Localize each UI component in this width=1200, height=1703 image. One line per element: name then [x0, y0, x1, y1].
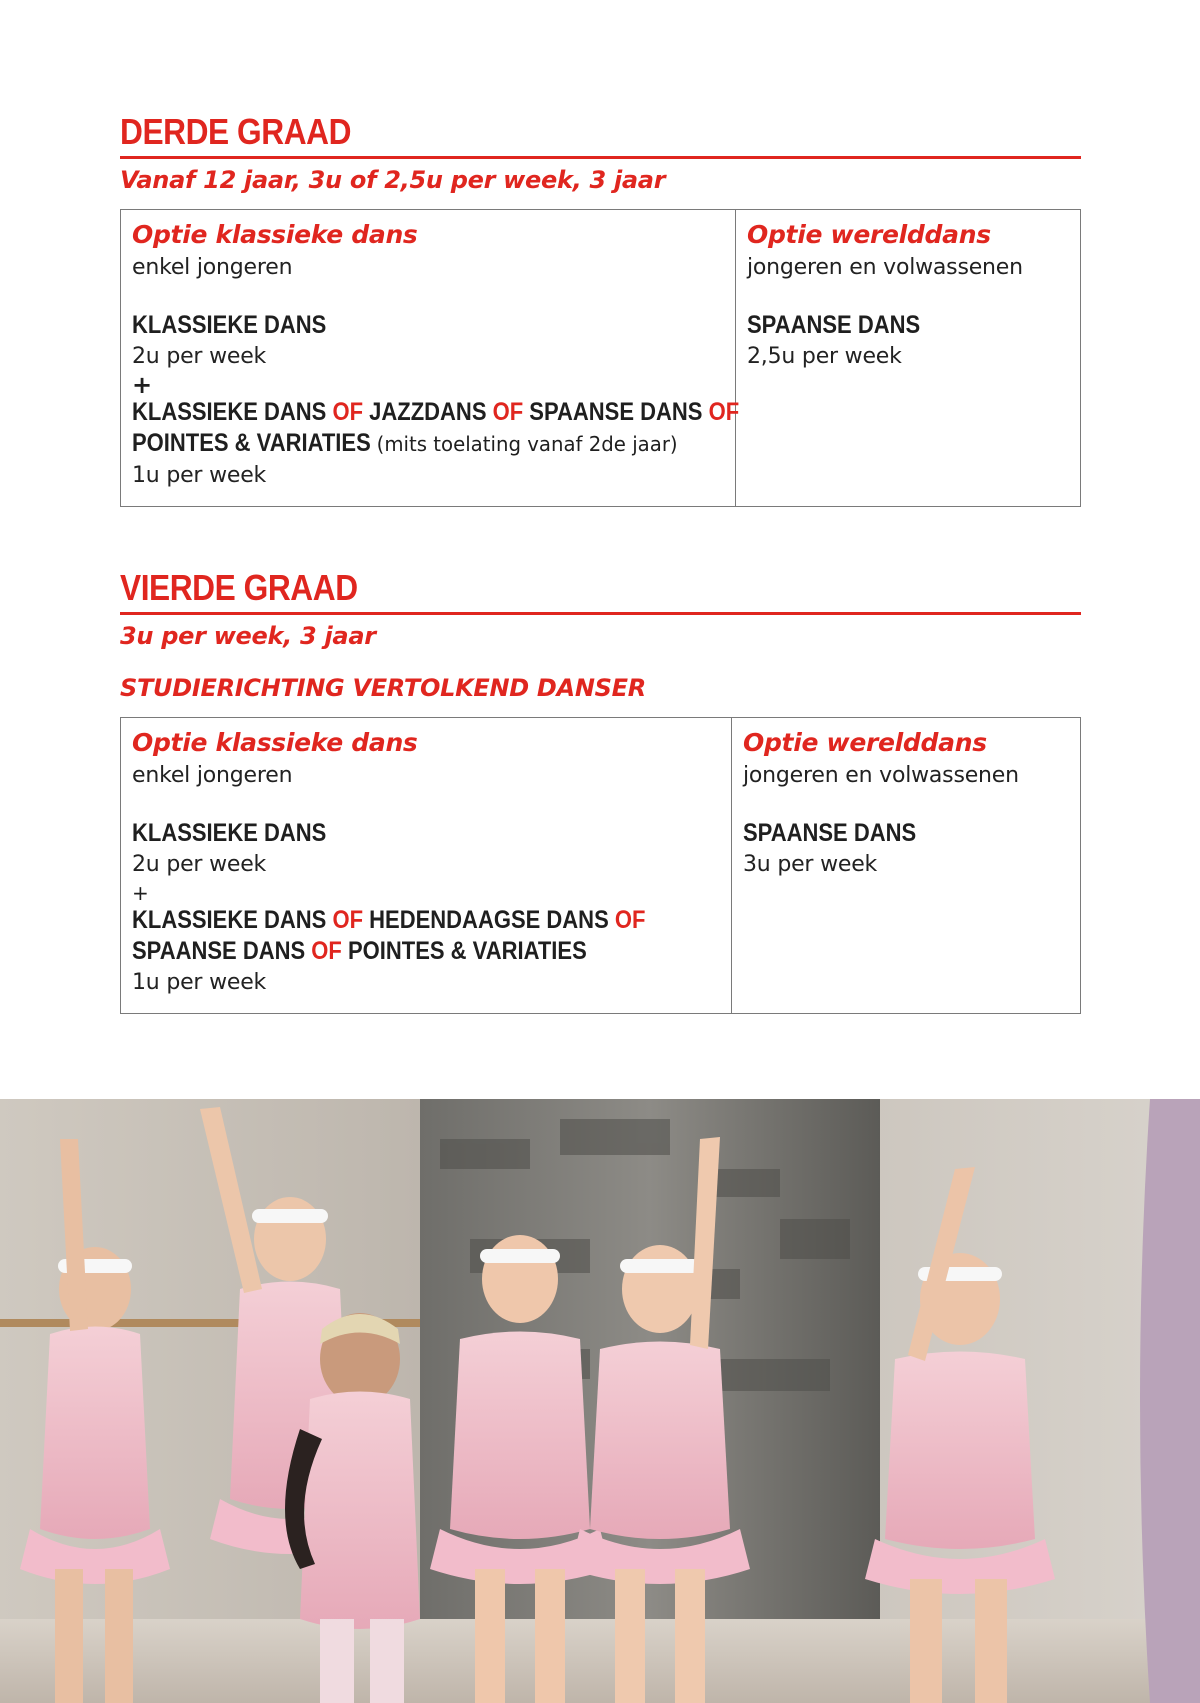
option-cell-werelddans: [732, 718, 1081, 1014]
study-direction: STUDIERICHTING VERTOLKEND DANSER: [120, 674, 646, 702]
choice: KLASSIEKE DANS: [132, 906, 327, 934]
course-hours: 2,5u per week: [747, 344, 902, 369]
course-hours: 2u per week: [132, 344, 267, 369]
course-name: SPAANSE DANS: [743, 819, 917, 847]
choice-or: OF: [332, 398, 364, 426]
option-audience: jongeren en volwassenen: [743, 763, 1019, 788]
section-vierde-graad: [120, 568, 1081, 1014]
option-cell-werelddans: [736, 210, 1081, 507]
options-table: [120, 717, 1081, 1014]
section-subtitle: Vanaf 12 jaar, 3u of 2,5u per week, 3 jaar: [120, 166, 666, 194]
section-heading: VIERDE GRAAD: [120, 567, 358, 608]
section-derde-graad: [120, 112, 1081, 507]
choice: JAZZDANS: [369, 398, 487, 426]
option-title: Optie werelddans: [747, 220, 991, 249]
choice: KLASSIEKE DANS: [132, 398, 327, 426]
option-audience: enkel jongeren: [132, 255, 293, 280]
course-hours: 2u per week: [132, 852, 267, 877]
choice-hours: 1u per week: [132, 463, 267, 488]
heading-rule: [120, 612, 1081, 615]
option-title: Optie klassieke dans: [132, 728, 418, 757]
plus-sign: +: [132, 881, 149, 905]
option-title: Optie klassieke dans: [132, 220, 418, 249]
choice-or: OF: [708, 398, 740, 426]
choice: POINTES & VARIATIES: [347, 937, 587, 965]
option-cell-klassiek: [121, 718, 732, 1014]
section-heading: DERDE GRAAD: [120, 111, 352, 152]
course-choices-line-2: [132, 428, 678, 460]
option-cell-klassiek: [121, 210, 740, 507]
choice: SPAANSE DANS: [132, 937, 306, 965]
dancers-photo: [0, 1099, 1200, 1703]
choice-hours: 1u per week: [132, 970, 267, 995]
choice-or: OF: [311, 937, 342, 965]
option-audience: enkel jongeren: [132, 763, 293, 788]
choice-note: (mits toelating vanaf 2de jaar): [376, 432, 678, 456]
section-subtitle: 3u per week, 3 jaar: [120, 622, 376, 650]
course-choices-line-1: [132, 905, 649, 936]
choice: SPAANSE DANS: [529, 398, 703, 426]
course-name: KLASSIEKE DANS: [132, 311, 327, 339]
option-title: Optie werelddans: [743, 728, 987, 757]
course-name: KLASSIEKE DANS: [132, 819, 327, 847]
choice: HEDENDAAGSE DANS: [369, 906, 609, 934]
choice: POINTES & VARIATIES: [132, 429, 371, 457]
options-table: [120, 209, 1081, 507]
choice-or: OF: [492, 398, 524, 426]
course-choices-line-1: [132, 397, 740, 428]
heading-rule: [120, 156, 1081, 159]
course-choices-line-2: [132, 936, 649, 967]
option-audience: jongeren en volwassenen: [747, 255, 1023, 280]
plus-sign: +: [132, 371, 153, 399]
choice-or: OF: [614, 906, 646, 934]
course-name: SPAANSE DANS: [747, 311, 921, 339]
course-hours: 3u per week: [743, 852, 878, 877]
choice-or: OF: [332, 906, 364, 934]
